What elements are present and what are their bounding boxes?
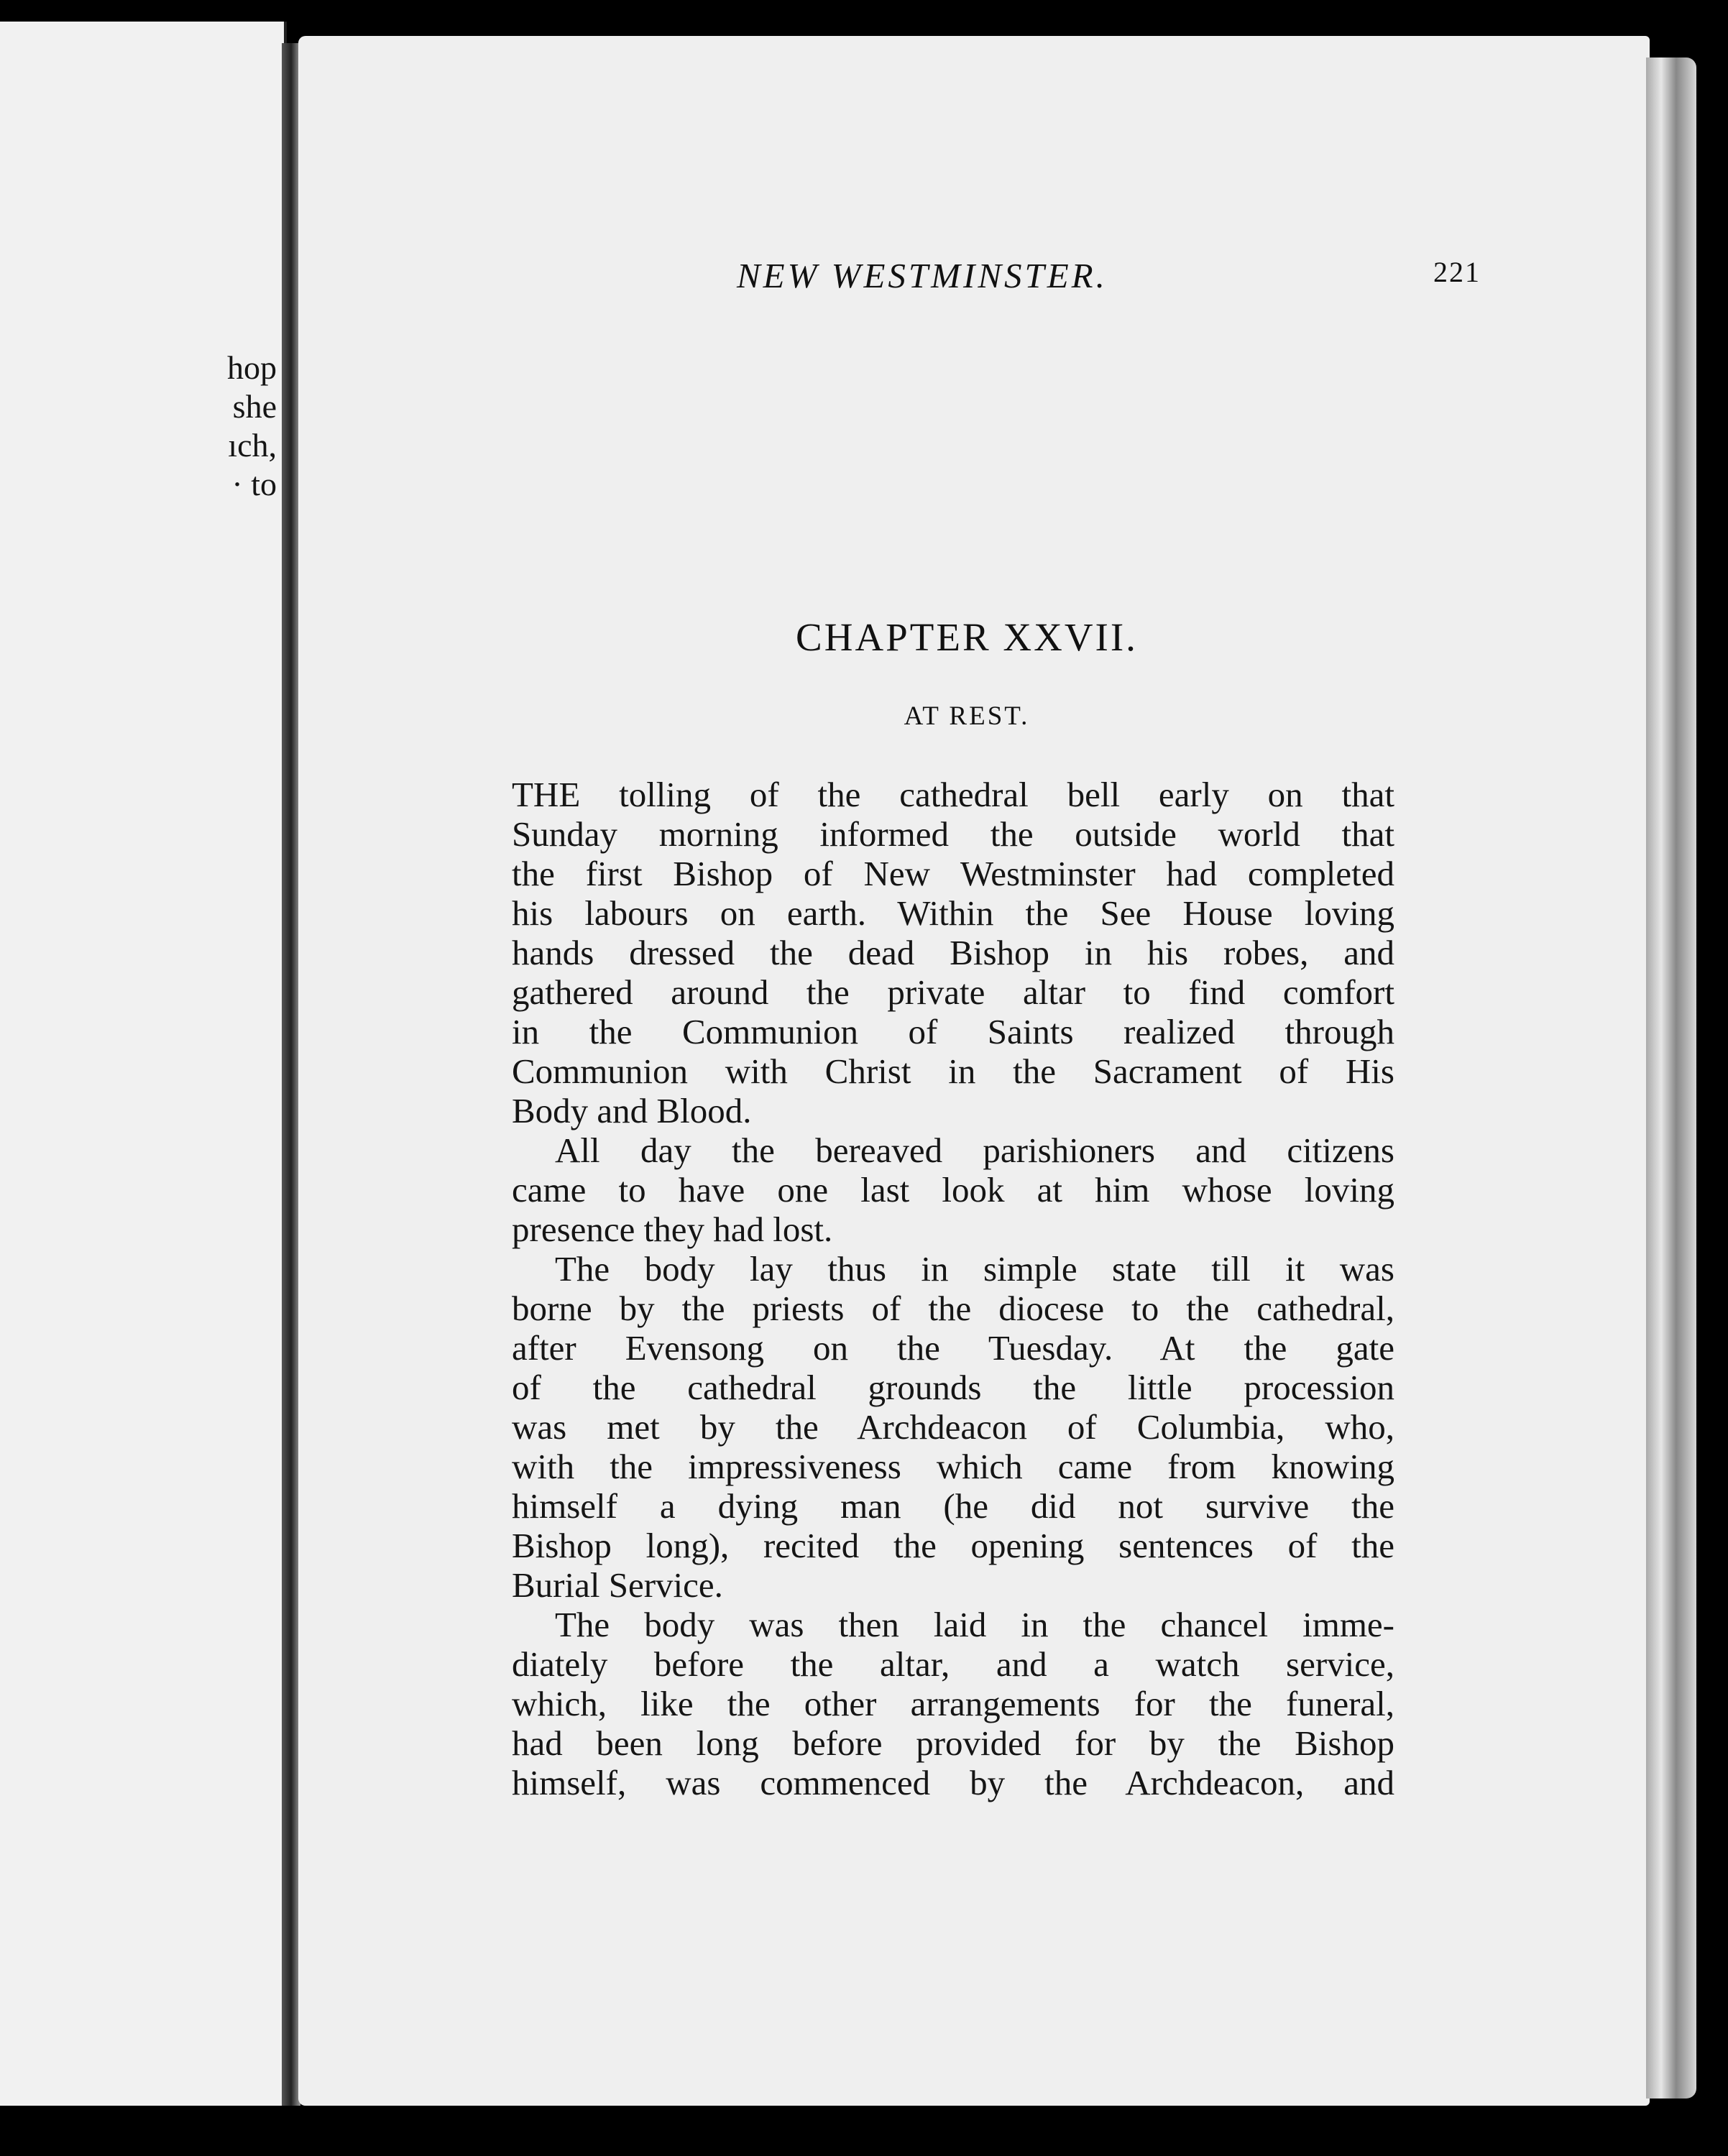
text-line: Sunday morning informed the outside world that (512, 814, 1394, 854)
paragraph-4 (512, 1605, 1394, 1802)
text-line: came to have one last look at him whose loving (512, 1170, 1394, 1210)
left-fragment-line: she (232, 388, 277, 425)
running-header (431, 255, 1481, 305)
left-fragment-line: ıch, (228, 427, 277, 464)
text-line: The body lay thus in simple state till it was (555, 1249, 1394, 1289)
page-number: 221 (1433, 256, 1481, 288)
text-line: Burial Service. (512, 1565, 723, 1605)
chapter-title: CHAPTER XXVII. (796, 615, 1138, 659)
text-line: of the cathedral grounds the little procession (512, 1368, 1394, 1407)
paragraph-1 (512, 775, 1394, 1130)
text-line: The body was then laid in the chancel imme- (555, 1605, 1394, 1644)
body-text (512, 775, 1394, 1802)
text-line: diately before the altar, and a watch service, (512, 1644, 1394, 1684)
text-line: himself a dying man (he did not survive the (512, 1486, 1394, 1526)
text-line: in the Communion of Saints realized through (512, 1012, 1394, 1051)
left-page (0, 22, 287, 2106)
left-fragment-line: hop (227, 349, 277, 386)
text-line: himself, was commenced by the Archdeacon, and (512, 1763, 1394, 1802)
text-line: Bishop long), recited the opening sentences of the (512, 1526, 1394, 1565)
text-line: hands dressed the dead Bishop in his robes, and (512, 933, 1394, 972)
text-line: had been long before provided for by the Bishop (512, 1723, 1394, 1763)
chapter-subtitle: AT REST. (904, 701, 1030, 731)
paragraph-3 (512, 1249, 1394, 1605)
text-line: was met by the Archdeacon of Columbia, who, (512, 1407, 1394, 1447)
text-line: Body and Blood. (512, 1091, 752, 1130)
text-line: his labours on earth. Within the See House loving (512, 893, 1394, 933)
text-line: the first Bishop of New Westminster had completed (512, 854, 1394, 893)
text-line: THE tolling of the cathedral bell early on that (512, 775, 1394, 814)
text-line: after Evensong on the Tuesday. At the gate (512, 1328, 1394, 1368)
running-title: NEW WESTMINSTER. (737, 256, 1108, 295)
left-page-text-fragment (176, 349, 277, 504)
text-line: Communion with Christ in the Sacrament of His (512, 1051, 1394, 1091)
text-line: All day the bereaved parishioners and citizens (555, 1130, 1394, 1170)
page-edges (1646, 57, 1696, 2099)
text-line: gathered around the private altar to find comfort (512, 972, 1394, 1012)
text-line: borne by the priests of the diocese to the cathedral, (512, 1289, 1394, 1328)
text-line: with the impressiveness which came from knowing (512, 1447, 1394, 1486)
paragraph-2 (512, 1130, 1394, 1249)
text-line: which, like the other arrangements for the funeral, (512, 1684, 1394, 1723)
left-fragment-line: · to (231, 466, 277, 502)
text-line: presence they had lost. (512, 1210, 833, 1249)
